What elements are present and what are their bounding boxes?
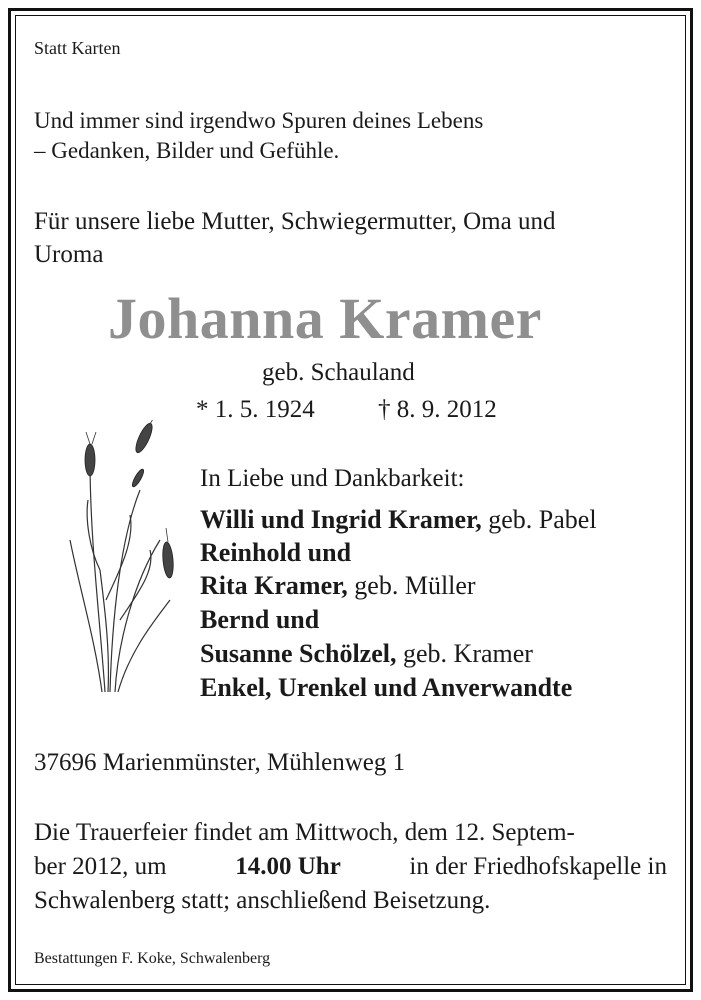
funeral-line-2-a: ber 2012, um <box>34 853 167 880</box>
intro-line-2: Uroma <box>34 241 104 268</box>
mourner-name: Susanne Schölzel, <box>200 639 397 668</box>
intro-line-1: Für unsere liebe Mutter, Schwiegermutter, Oma und <box>34 208 556 235</box>
mourner-name: Reinhold und <box>200 538 352 567</box>
quote-line-1: Und immer sind irgendwo Spuren deines Lebens <box>34 108 484 133</box>
quote-line-2: – Gedanken, Bilder und Gefühle. <box>34 138 340 163</box>
funeral-time: 14.00 Uhr <box>235 853 341 880</box>
mourner-row <box>200 569 476 602</box>
mourner-row <box>200 603 319 636</box>
mourner-note: geb. Pabel <box>481 505 597 534</box>
mourner-name: Enkel, Urenkel und Anverwandte <box>200 673 573 702</box>
mourner-note: geb. Kramer <box>396 639 533 668</box>
death-date: † 8. 9. 2012 <box>378 396 497 423</box>
address: 37696 Marienmünster, Mühlenweg 1 <box>34 749 406 776</box>
wheat-icon <box>60 420 200 695</box>
mourner-row <box>200 671 572 704</box>
mourner-row <box>200 503 597 536</box>
birth-date: * 1. 5. 1924 <box>196 396 315 423</box>
mourner-note: geb. Müller <box>347 571 476 600</box>
funeral-line-2 <box>34 850 667 883</box>
mourner-name: Rita Kramer, <box>200 571 348 600</box>
mourner-name: Bernd und <box>200 605 320 634</box>
funeral-line-2-b: in der Friedhofskapelle in <box>409 853 667 880</box>
mourners-heading: In Liebe und Dankbarkeit: <box>200 465 465 492</box>
funeral-line-1: Die Trauerfeier findet am Mittwoch, dem 12. Septem- <box>34 819 575 846</box>
maiden-name: geb. Schauland <box>262 359 415 386</box>
deceased-name: Johanna Kramer <box>108 286 542 351</box>
funeral-line-3: Schwalenberg statt; anschließend Beisetzung. <box>34 887 491 914</box>
statt-karten: Statt Karten <box>34 38 121 58</box>
mourner-name: Willi und Ingrid Kramer, <box>200 505 482 534</box>
mourner-row <box>200 637 533 670</box>
mourner-row <box>200 536 351 569</box>
undertaker: Bestattungen F. Koke, Schwalenberg <box>34 950 271 967</box>
